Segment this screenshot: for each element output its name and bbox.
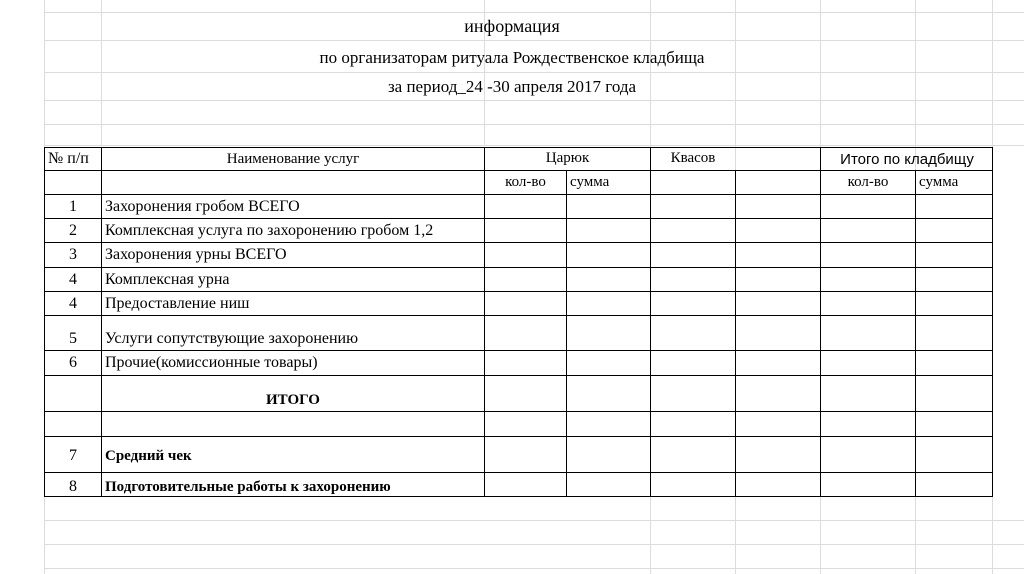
total-label: ИТОГО <box>266 392 320 408</box>
table-border <box>44 218 993 219</box>
table-border <box>44 350 993 351</box>
row-num: 1 <box>69 198 77 215</box>
table-border <box>44 411 993 412</box>
row-num: 3 <box>69 246 77 263</box>
gridline <box>44 12 1024 13</box>
gridline <box>44 124 1024 125</box>
table-border <box>44 496 993 497</box>
table-border <box>44 315 993 316</box>
row-name: Захоронения гробом ВСЕГО <box>105 198 300 215</box>
row-num: 8 <box>69 478 77 495</box>
report-subtitle: по организаторам ритуала Рождественское кладбища <box>319 48 705 67</box>
table-border <box>44 291 993 292</box>
table-border <box>915 170 916 497</box>
table-border <box>650 147 651 497</box>
row-num: 2 <box>69 222 77 239</box>
report-period: за период_24 -30 апреля 2017 года <box>387 77 637 96</box>
table-border <box>44 147 993 148</box>
gridline <box>44 520 1024 521</box>
row-num: 7 <box>69 447 77 464</box>
row-num: 4 <box>69 271 77 288</box>
row-num: 4 <box>69 295 77 312</box>
table-border <box>101 147 102 497</box>
header-sum: сумма <box>919 174 959 190</box>
header-qty: кол-во <box>847 174 889 190</box>
average-check-label: Средний чек <box>105 448 192 464</box>
gridline <box>44 72 1024 73</box>
table-border <box>44 194 993 195</box>
table-border <box>44 472 993 473</box>
gridline <box>44 100 1024 101</box>
header-group-kvasov: Квасов <box>670 150 716 166</box>
header-group-total: Итого по кладбищу <box>840 151 974 168</box>
row-name: Предоставление ниш <box>105 295 250 312</box>
table-border <box>44 436 993 437</box>
header-num: № п/п <box>48 150 89 167</box>
row-name: Прочие(комиссионные товары) <box>105 354 318 371</box>
table-border <box>484 147 485 497</box>
header-service: Наименование услуг <box>226 151 360 167</box>
row-name: Комплексная урна <box>105 271 230 288</box>
table-border <box>566 170 567 497</box>
table-border <box>44 242 993 243</box>
row-name: Комплексная услуга по захоронению гробом 1,2 <box>105 222 434 239</box>
prep-work-label: Подготовительные работы к захоронению <box>105 479 391 495</box>
header-group-tsaryuk: Царюк <box>545 150 590 166</box>
table-border <box>44 375 993 376</box>
header-sum: сумма <box>570 174 610 190</box>
table-border <box>44 170 993 171</box>
gridline <box>44 40 1024 41</box>
row-name: Услуги сопутствующие захоронению <box>105 330 359 347</box>
header-qty: кол-во <box>505 174 546 190</box>
table-border <box>820 147 821 497</box>
table-border <box>992 147 993 497</box>
row-num: 6 <box>69 354 77 371</box>
row-num: 5 <box>69 330 77 347</box>
gridline <box>44 544 1024 545</box>
gridline <box>44 145 1024 146</box>
table-border <box>44 267 993 268</box>
table-border <box>735 170 736 497</box>
gridline <box>44 568 1024 569</box>
row-name: Захоронения урны ВСЕГО <box>105 246 287 263</box>
report-title: информация <box>464 16 560 36</box>
